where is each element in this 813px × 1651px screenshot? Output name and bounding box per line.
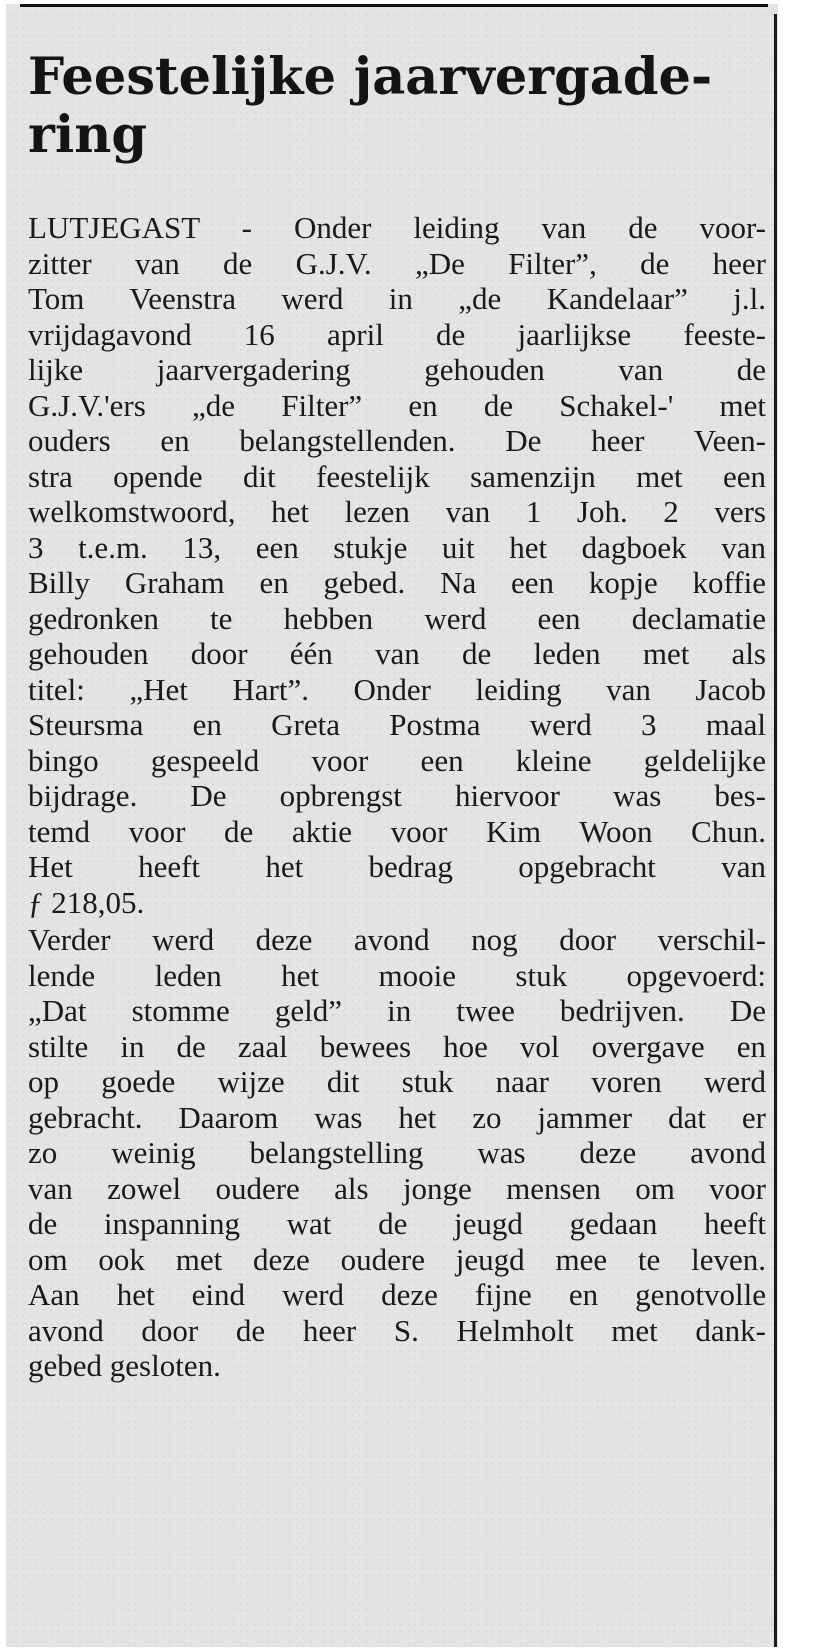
- body-line: Steursma en Greta Postma werd 3 maal: [28, 707, 766, 742]
- body-line: op goede wijze dit stuk naar voren werd: [28, 1064, 766, 1099]
- body-line: vrijdagavond 16 april de jaarlijkse feeste-: [28, 316, 766, 352]
- body-line: ƒ 218,05.: [28, 884, 145, 920]
- body-line: zitter van de G.J.V. „De Filter”, de heer: [28, 245, 766, 281]
- body-line: gedronken te hebben werd een declamatie: [28, 600, 766, 636]
- body-line: gebracht. Daarom was het zo jammer dat er: [28, 1099, 766, 1135]
- body-line: bijdrage. De opbrengst hiervoor was bes-: [28, 778, 766, 813]
- column-rule: [774, 14, 777, 1647]
- top-rule: [20, 4, 768, 7]
- body-line: temd voor de aktie voor Kim Woon Chun.: [28, 813, 766, 849]
- body-line: Verder werd deze avond nog door verschil-: [28, 922, 766, 957]
- body-line: G.J.V.'ers „de Filter” en de Schakel-' met: [28, 387, 766, 423]
- body-line: Billy Graham en gebed. Na een kopje koffie: [28, 565, 766, 600]
- body-line: Het heeft het bedrag opgebracht van: [28, 849, 766, 884]
- newspaper-clipping: [6, 4, 778, 1647]
- body-line: lijke jaarvergadering gehouden van de: [28, 352, 766, 387]
- body-line: „Dat stomme geld” in twee bedrijven. De: [28, 993, 766, 1028]
- body-line: titel: „Het Hart”. Onder leiding van Jacob: [28, 671, 766, 707]
- body-line: ouders en belangstellenden. De heer Veen-: [28, 423, 766, 458]
- body-line: avond door de heer S. Helmholt met dank-: [28, 1312, 766, 1348]
- body-line: welkomstwoord, het lezen van 1 Joh. 2 vers: [28, 494, 766, 529]
- body-line: Aan het eind werd deze fijne en genotvolle: [28, 1277, 766, 1312]
- body-line: de inspanning wat de jeugd gedaan heeft: [28, 1206, 766, 1241]
- body-line: stilte in de zaal bewees hoe vol overgave en: [28, 1028, 766, 1064]
- body-line: zo weinig belangstelling was deze avond: [28, 1135, 766, 1170]
- body-line: gehouden door één van de leden met als: [28, 636, 766, 671]
- headline-line: ring: [28, 105, 147, 165]
- body-line: om ook met deze oudere jeugd mee te leven.: [28, 1241, 766, 1277]
- body-line: stra opende dit feestelijk samenzijn met een: [28, 458, 766, 494]
- body-line: gebed gesloten.: [28, 1348, 221, 1383]
- headline: [28, 48, 768, 164]
- body-line: bingo gespeeld voor een kleine geldelijke: [28, 742, 766, 778]
- body-line: Tom Veenstra werd in „de Kandelaar” j.l.: [28, 281, 766, 316]
- body-line: van zowel oudere als jonge mensen om voor: [28, 1170, 766, 1206]
- body-line: LUTJEGAST - Onder leiding van de voor-: [28, 210, 766, 245]
- body-line: lende leden het mooie stuk opgevoerd:: [28, 957, 766, 993]
- article-body: [28, 210, 766, 1384]
- headline-line: Feestelijke jaarvergade-: [28, 47, 713, 107]
- body-line: 3 t.e.m. 13, een stukje uit het dagboek van: [28, 529, 766, 565]
